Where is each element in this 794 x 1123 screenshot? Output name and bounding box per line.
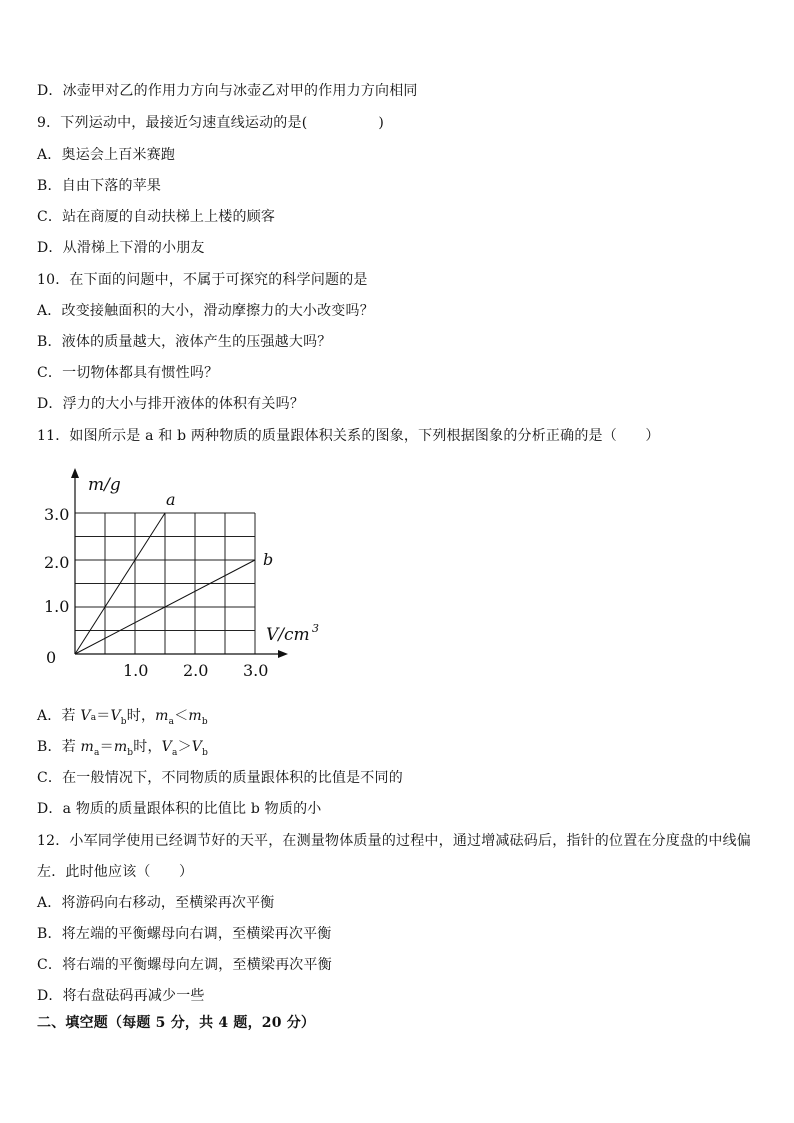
x-axis-label-superscript: 3 [312,622,319,635]
q11-stem: 11．如图所示是 a 和 b 两种物质的质量跟体积关系的图象，下列根据图象的分析正确的是（ ） [37,428,660,444]
y-axis-label: m/g [88,475,121,495]
graph-grid [75,513,255,654]
q11-option-d: D．a 物质的质量跟体积的比值比 b 物质的小 [37,801,322,817]
series-label-a: a [166,490,176,509]
x-tick-label: 1.0 [123,661,149,680]
q9-option-c: C．站在商厦的自动扶梯上上楼的顾客 [37,209,276,225]
q9-option-a: A．奥运会上百米赛跑 [37,147,176,163]
origin-label: 0 [46,648,57,667]
section-heading-fill-in: 二、填空题（每题 5 分，共 4 题，20 分） [37,1015,316,1031]
mass-volume-graph [30,462,330,682]
q12-option-d: D．将右盘砝码再减少一些 [37,988,205,1004]
series-label-b: b [263,550,274,569]
q9-option-b: B．自由下落的苹果 [37,178,162,194]
graph-labels [44,475,319,680]
q9-option-d: D．从滑梯上下滑的小朋友 [37,240,205,256]
q9-stem: 9．下列运动中，最接近匀速直线运动的是( ) [37,115,385,131]
q12-stem-line2: 左．此时他应该（ ） [37,864,194,880]
q10-option-d: D．浮力的大小与排开液体的体积有关吗？ [37,396,305,412]
q10-option-a: A．改变接触面积的大小，滑动摩擦力的大小改变吗？ [37,303,374,319]
q11-option-c: C．在一般情况下，不同物质的质量跟体积的比值是不同的 [37,770,403,786]
y-tick-label: 2.0 [44,553,70,572]
q10-stem: 10．在下面的问题中，不属于可探究的科学问题的是 [37,272,368,288]
q12-option-b: B．将左端的平衡螺母向右调，至横梁再次平衡 [37,926,332,942]
x-tick-label: 3.0 [243,661,269,680]
q12-option-a: A．将游码向右移动，至横梁再次平衡 [37,895,275,911]
q8-option-d: D．冰壶甲对乙的作用力方向与冰壶乙对甲的作用力方向相同 [37,83,418,99]
x-axis-label: V/cm [266,625,310,645]
q10-option-c: C．一切物体都具有惯性吗？ [37,365,219,381]
q11-option-a: A．若 $Va=V_b$时，$m_a<m_b$ [37,708,208,727]
q11-option-b: B．若 $m_a=m_b$时，$V_a>V_b$ [37,739,209,758]
y-tick-label: 1.0 [44,597,70,616]
x-tick-label: 2.0 [183,661,209,680]
x-axis-arrow [278,650,288,658]
y-tick-label: 3.0 [44,505,70,524]
y-axis-arrow [71,468,79,478]
q12-stem-line1: 12．小军同学使用已经调节好的天平，在测量物体质量的过程中，通过增减砝码后，指针的位置在分度盘的中线偏 [37,833,752,849]
q12-option-c: C．将右端的平衡螺母向左调，至横梁再次平衡 [37,957,332,973]
q10-option-b: B．液体的质量越大，液体产生的压强越大吗？ [37,334,332,350]
